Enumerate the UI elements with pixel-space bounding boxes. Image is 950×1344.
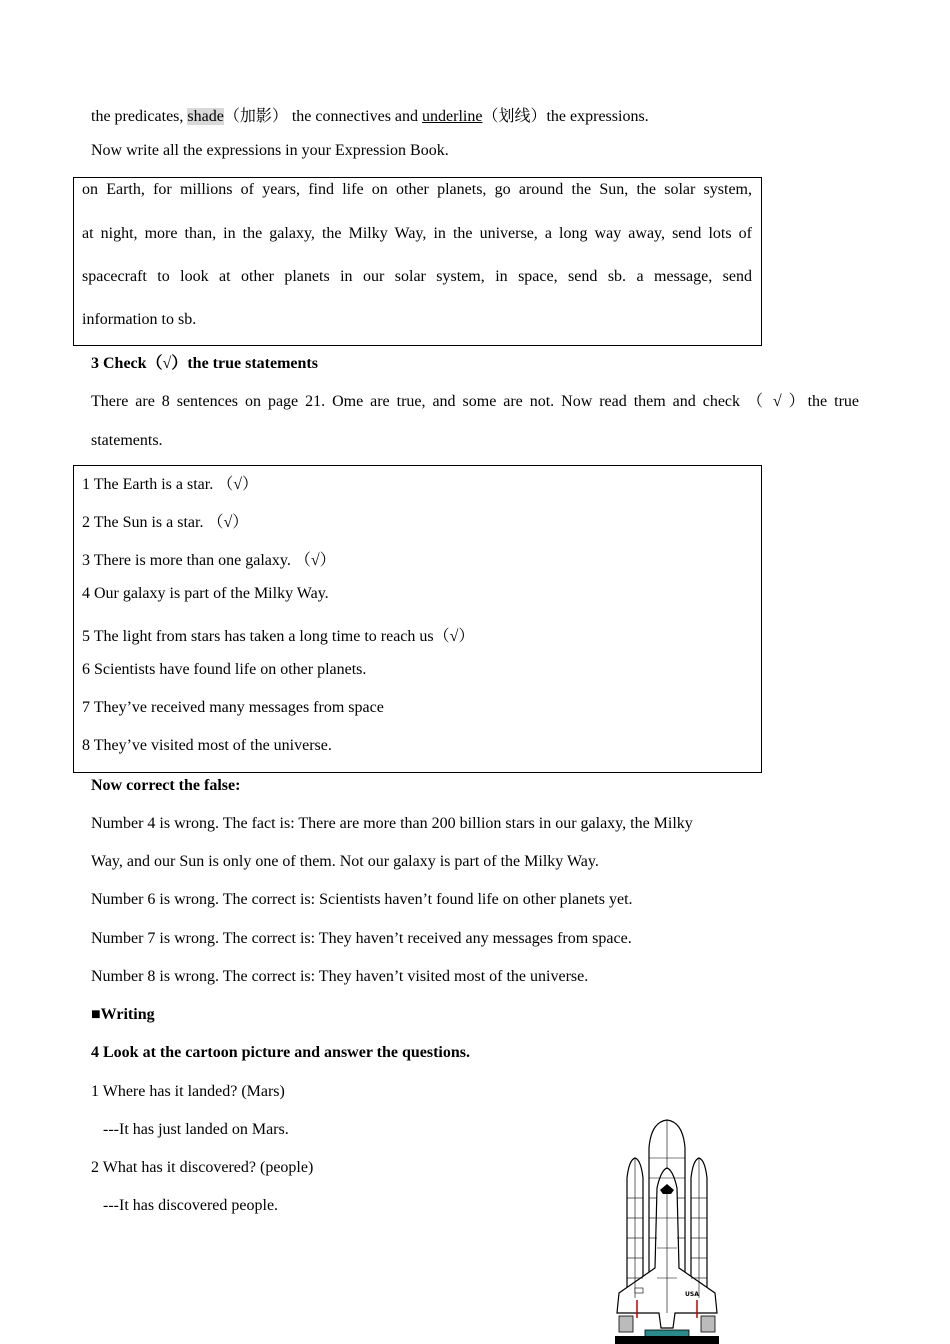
writing-heading: ■Writing xyxy=(91,1006,155,1023)
correction-line: Number 6 is wrong. The correct is: Scientists haven’t found life on other planets yet. xyxy=(91,891,633,908)
space-shuttle-icon xyxy=(605,1118,729,1344)
statement-item: 3 There is more than one galaxy. （√） xyxy=(82,552,336,569)
underline-note: （划线） xyxy=(482,108,547,125)
expression-line: information to sb. xyxy=(82,311,197,328)
statement-item: 4 Our galaxy is part of the Milky Way. xyxy=(82,585,329,602)
shuttle-label: USA xyxy=(685,1291,699,1298)
statement-item: 1 The Earth is a star. （√） xyxy=(82,476,259,493)
underline-word: underline xyxy=(422,108,483,125)
statement-item: 8 They’ve visited most of the universe. xyxy=(82,737,332,754)
question-1: 1 Where has it landed? (Mars) xyxy=(91,1083,285,1100)
intro-text-prefix: the predicates, xyxy=(91,108,188,125)
shade-note: （加影） xyxy=(223,108,288,125)
statement-item: 6 Scientists have found life on other planets. xyxy=(82,661,367,678)
shade-word: shade xyxy=(187,108,224,125)
statement-item: 2 The Sun is a star. （√） xyxy=(82,514,249,531)
intro-text-mid: the connectives and xyxy=(287,108,423,125)
statement-item: 7 They’ve received many messages from space xyxy=(82,699,384,716)
section-3-instruction-line-1: There are 8 sentences on page 21. Ome are true, and some are not. Now read them and check （ √ ）the true xyxy=(91,393,859,410)
correction-line: Number 4 is wrong. The fact is: There are more than 200 billion stars in our galaxy, the Milky xyxy=(91,815,693,832)
correction-line: Way, and our Sun is only one of them. Not our galaxy is part of the Milky Way. xyxy=(91,853,599,870)
task-4-heading: 4 Look at the cartoon picture and answer the questions. xyxy=(91,1044,470,1061)
statements-box xyxy=(73,465,762,773)
correction-line: Number 7 is wrong. The correct is: They haven’t received any messages from space. xyxy=(91,930,632,947)
corrections-heading: Now correct the false: xyxy=(91,777,241,794)
expression-line: at night, more than, in the galaxy, the Milky Way, in the universe, a long way away, send lots of xyxy=(82,225,752,242)
expression-line: spacecraft to look at other planets in our solar system, in space, send sb. a message, send xyxy=(82,268,752,285)
expressions-box xyxy=(73,177,762,346)
expression-line: on Earth, for millions of years, find life on other planets, go around the Sun, the solar system, xyxy=(82,181,752,198)
intro-text-suffix: the expressions. xyxy=(546,108,649,125)
question-2: 2 What has it discovered? (people) xyxy=(91,1159,314,1176)
answer-1: ---It has just landed on Mars. xyxy=(91,1121,289,1138)
section-3-heading: 3 Check（√）the true statements xyxy=(91,355,318,372)
correction-line: Number 8 is wrong. The correct is: They haven’t visited most of the universe. xyxy=(91,968,589,985)
answer-2: ---It has discovered people. xyxy=(91,1197,279,1214)
section-3-instruction-line-2: statements. xyxy=(91,432,163,449)
statement-item: 5 The light from stars has taken a long time to reach us（√） xyxy=(82,628,475,645)
expression-book-instruction: Now write all the expressions in your Expression Book. xyxy=(91,142,449,159)
intro-instruction xyxy=(91,103,649,126)
